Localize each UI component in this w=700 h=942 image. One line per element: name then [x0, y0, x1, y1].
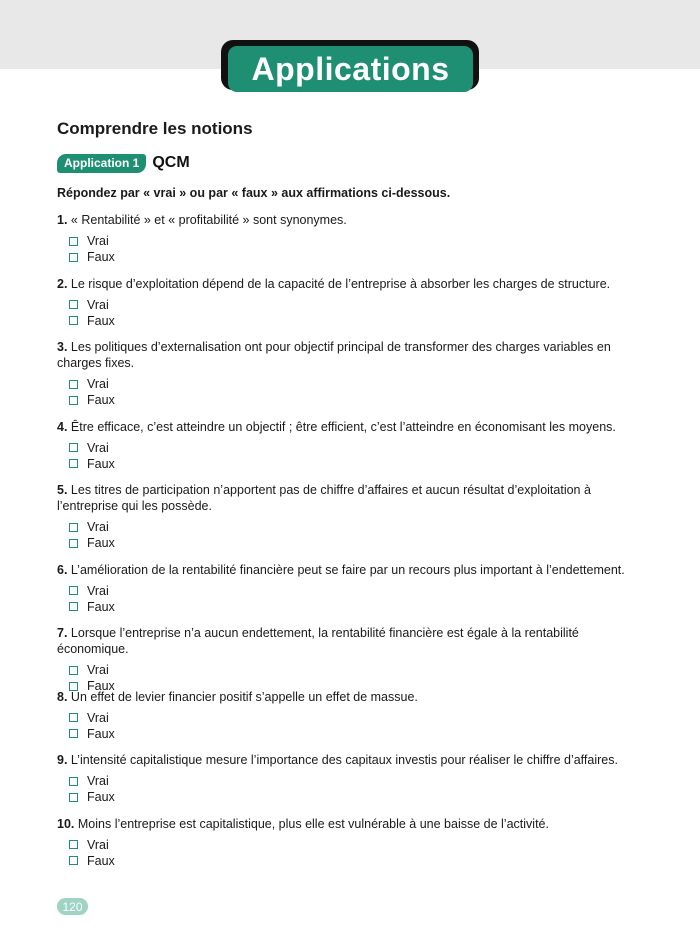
- checkbox-icon[interactable]: [69, 729, 78, 738]
- question-item: [57, 562, 647, 626]
- checkbox-icon[interactable]: [69, 237, 78, 246]
- option-faux[interactable]: [69, 456, 647, 472]
- question-list: [57, 212, 647, 879]
- option-label: Faux: [87, 790, 115, 804]
- checkbox-icon[interactable]: [69, 793, 78, 802]
- option-vrai[interactable]: [69, 376, 647, 392]
- question-text: L’amélioration de la rentabilité financière peut se faire par un recours plus important à l’endettement.: [70, 562, 625, 577]
- question-number: 8.: [57, 689, 68, 704]
- checkbox-icon[interactable]: [69, 602, 78, 611]
- question-item: [57, 212, 647, 276]
- application-heading: [57, 153, 190, 173]
- option-label: Vrai: [87, 774, 109, 788]
- option-label: Vrai: [87, 234, 109, 248]
- question-number: 1.: [57, 213, 68, 227]
- checkbox-icon[interactable]: [69, 777, 78, 786]
- option-faux[interactable]: [69, 599, 647, 615]
- question-item: [57, 339, 647, 419]
- question-text: Être efficace, c’est atteindre un objectif ; être efficient, c’est l’atteindre en économisant les moyens.: [70, 419, 616, 434]
- question-number: 10.: [57, 816, 75, 831]
- question-number: 6.: [57, 562, 68, 577]
- section-title: Comprendre les notions: [57, 119, 253, 138]
- option-label: Faux: [87, 313, 115, 328]
- question-item: [57, 689, 647, 753]
- option-label: Vrai: [87, 297, 109, 312]
- question-text: « Rentabilité » et « profitabilité » sont synonymes.: [70, 213, 347, 227]
- option-label: Vrai: [87, 520, 109, 534]
- option-faux[interactable]: [69, 392, 647, 408]
- option-label: Faux: [87, 536, 115, 550]
- question-number: 5.: [57, 483, 68, 497]
- application-badge: Application 1: [57, 154, 146, 173]
- checkbox-icon[interactable]: [69, 713, 78, 722]
- option-label: Vrai: [87, 837, 109, 852]
- option-faux[interactable]: [69, 726, 647, 742]
- checkbox-icon[interactable]: [69, 300, 78, 309]
- option-vrai[interactable]: [69, 440, 647, 456]
- option-label: Faux: [87, 726, 115, 741]
- option-label: Vrai: [87, 710, 109, 725]
- option-faux[interactable]: [69, 535, 647, 551]
- checkbox-icon[interactable]: [69, 443, 78, 452]
- checkbox-icon[interactable]: [69, 380, 78, 389]
- checkbox-icon[interactable]: [69, 253, 78, 262]
- question-item: [57, 276, 647, 340]
- option-label: Vrai: [87, 663, 109, 677]
- question-text: L’intensité capitalistique mesure l’importance des capitaux investis pour réaliser le chiffre d’affaires.: [70, 753, 618, 767]
- instruction-text: Répondez par « vrai » ou par « faux » aux affirmations ci-dessous.: [57, 186, 451, 200]
- option-vrai[interactable]: [69, 583, 647, 599]
- question-text: Moins l’entreprise est capitalistique, plus elle est vulnérable à une baisse de l’activité.: [77, 816, 549, 831]
- question-item: [57, 419, 647, 483]
- question-number: 4.: [57, 419, 68, 434]
- option-vrai[interactable]: [69, 662, 647, 678]
- checkbox-icon[interactable]: [69, 840, 78, 849]
- option-label: Vrai: [87, 583, 109, 598]
- question-item: [57, 752, 647, 816]
- option-vrai[interactable]: [69, 519, 647, 535]
- question-item: [57, 816, 647, 880]
- option-vrai[interactable]: [69, 297, 647, 313]
- question-text: Les titres de participation n’apportent pas de chiffre d’affaires et aucun résultat d’exploitation à l’entreprise qui les possède.: [57, 483, 591, 513]
- checkbox-icon[interactable]: [69, 856, 78, 865]
- checkbox-icon[interactable]: [69, 396, 78, 405]
- checkbox-icon[interactable]: [69, 523, 78, 532]
- checkbox-icon[interactable]: [69, 316, 78, 325]
- page-title: Applications: [228, 46, 473, 92]
- question-item: [57, 625, 647, 693]
- question-number: 2.: [57, 276, 68, 291]
- option-faux[interactable]: [69, 853, 647, 869]
- option-label: Faux: [87, 393, 115, 407]
- question-text: Un effet de levier financier positif s’appelle un effet de massue.: [70, 689, 418, 704]
- checkbox-icon[interactable]: [69, 539, 78, 548]
- question-number: 7.: [57, 626, 68, 640]
- question-item: [57, 482, 647, 562]
- question-text: Lorsque l’entreprise n’a aucun endettement, la rentabilité financière est égale à la rentabilité économique.: [57, 626, 579, 656]
- option-label: Faux: [87, 599, 115, 614]
- question-text: Les politiques d’externalisation ont pour objectif principal de transformer des charges variables en charges fixes.: [57, 340, 611, 370]
- option-label: Faux: [87, 679, 115, 693]
- option-vrai[interactable]: [69, 773, 647, 789]
- checkbox-icon[interactable]: [69, 459, 78, 468]
- question-number: 9.: [57, 753, 68, 767]
- option-label: Vrai: [87, 377, 109, 391]
- option-vrai[interactable]: [69, 710, 647, 726]
- option-label: Faux: [87, 853, 115, 868]
- option-label: Faux: [87, 456, 115, 471]
- option-vrai[interactable]: [69, 233, 647, 249]
- question-number: 3.: [57, 340, 68, 354]
- option-label: Faux: [87, 250, 115, 264]
- option-label: Vrai: [87, 440, 109, 455]
- option-vrai[interactable]: [69, 837, 647, 853]
- application-title: QCM: [152, 154, 190, 171]
- checkbox-icon[interactable]: [69, 666, 78, 675]
- option-faux[interactable]: [69, 249, 647, 265]
- page-number: 120: [57, 898, 88, 915]
- question-text: Le risque d’exploitation dépend de la capacité de l’entreprise à absorber les charges de structure.: [70, 276, 611, 291]
- option-faux[interactable]: [69, 313, 647, 329]
- checkbox-icon[interactable]: [69, 586, 78, 595]
- option-faux[interactable]: [69, 789, 647, 805]
